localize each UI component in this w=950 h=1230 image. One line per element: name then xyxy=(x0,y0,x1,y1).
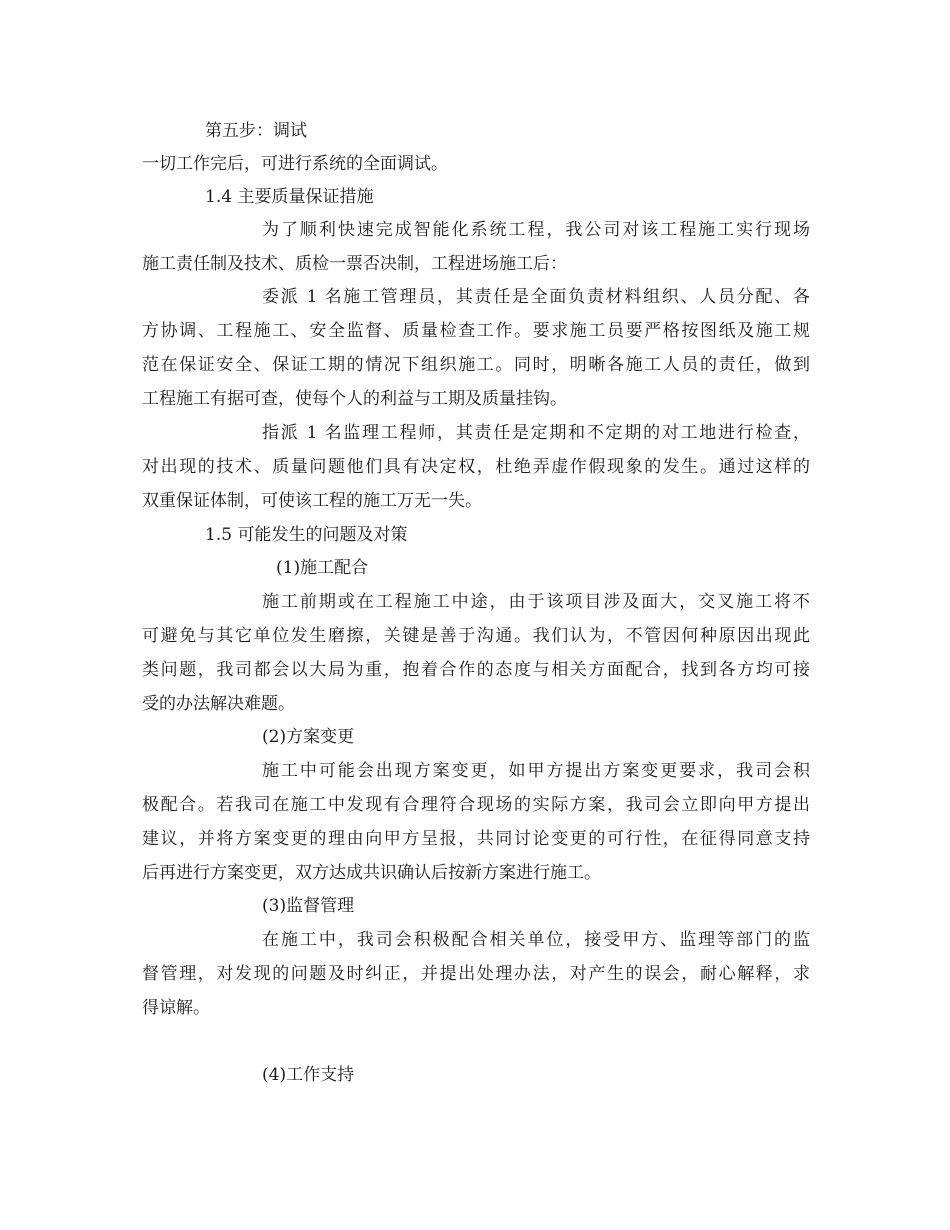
section-heading: 1.5 可能发生的问题及对策 xyxy=(205,525,408,545)
paragraph-line: 在施工中，我司会积极配合相关单位，接受甲方、监理等部门的监 xyxy=(262,930,810,950)
step-heading: 第五步：调试 xyxy=(205,121,307,141)
paragraph-line: 后再进行方案变更，双方达成共识确认后按新方案进行施工。 xyxy=(142,863,601,883)
paragraph-line: 可避免与其它单位发生磨擦，关键是善于沟通。我们认为，不管因何种原因出现此 xyxy=(142,626,810,646)
paragraph-line: 指派 1 名监理工程师，其责任是定期和不定期的对工地进行检查， xyxy=(262,423,810,443)
paragraph-line: 施工责任制及技术、质检一票否决制，工程进场施工后： xyxy=(142,254,567,274)
paragraph-line: 双重保证体制，可使该工程的施工万无一失。 xyxy=(142,491,482,511)
paragraph-line: 委派 1 名施工管理员，其责任是全面负责材料组织、人员分配、各 xyxy=(262,287,810,307)
paragraph-line: 工程施工有据可查，使每个人的利益与工期及质量挂钩。 xyxy=(142,389,567,409)
paragraph-line: 施工中可能会出现方案变更，如甲方提出方案变更要求，我司会积 xyxy=(262,761,810,781)
subsection-heading: (4)工作支持 xyxy=(262,1065,355,1085)
paragraph-line: 极配合。若我司在施工中发现有合理符合现场的实际方案，我司会立即向甲方提出 xyxy=(142,795,810,815)
paragraph-line: 受的办法解决难题。 xyxy=(142,694,295,714)
paragraph-line: 得谅解。 xyxy=(142,998,210,1018)
paragraph-line: 范在保证安全、保证工期的情况下组织施工。同时，明晰各施工人员的责任，做到 xyxy=(142,355,810,375)
subsection-heading: (1)施工配合 xyxy=(276,558,369,578)
paragraph-line: 对出现的技术、质量问题他们具有决定权，杜绝弄虚作假现象的发生。通过这样的 xyxy=(142,457,810,477)
section-heading: 1.4 主要质量保证措施 xyxy=(205,187,374,207)
paragraph-line: 为了顺利快速完成智能化系统工程，我公司对该工程施工实行现场 xyxy=(262,220,810,240)
paragraph-line: 类问题，我司都会以大局为重，抱着合作的态度与相关方面配合，找到各方均可接 xyxy=(142,660,810,680)
paragraph-line: 施工前期或在工程施工中途，由于该项目涉及面大，交叉施工将不 xyxy=(262,592,810,612)
paragraph-line: 督管理，对发现的问题及时纠正，并提出处理办法，对产生的误会，耐心解释，求 xyxy=(142,964,810,984)
subsection-heading: (2)方案变更 xyxy=(262,727,355,747)
paragraph-line: 方协调、工程施工、安全监督、质量检查工作。要求施工员要严格按图纸及施工规 xyxy=(142,321,810,341)
subsection-heading: (3)监督管理 xyxy=(262,896,355,916)
paragraph-line: 一切工作完后，可进行系统的全面调试。 xyxy=(142,154,448,174)
paragraph-line: 建议，并将方案变更的理由向甲方呈报，共同讨论变更的可行性，在征得同意支持 xyxy=(142,829,810,849)
